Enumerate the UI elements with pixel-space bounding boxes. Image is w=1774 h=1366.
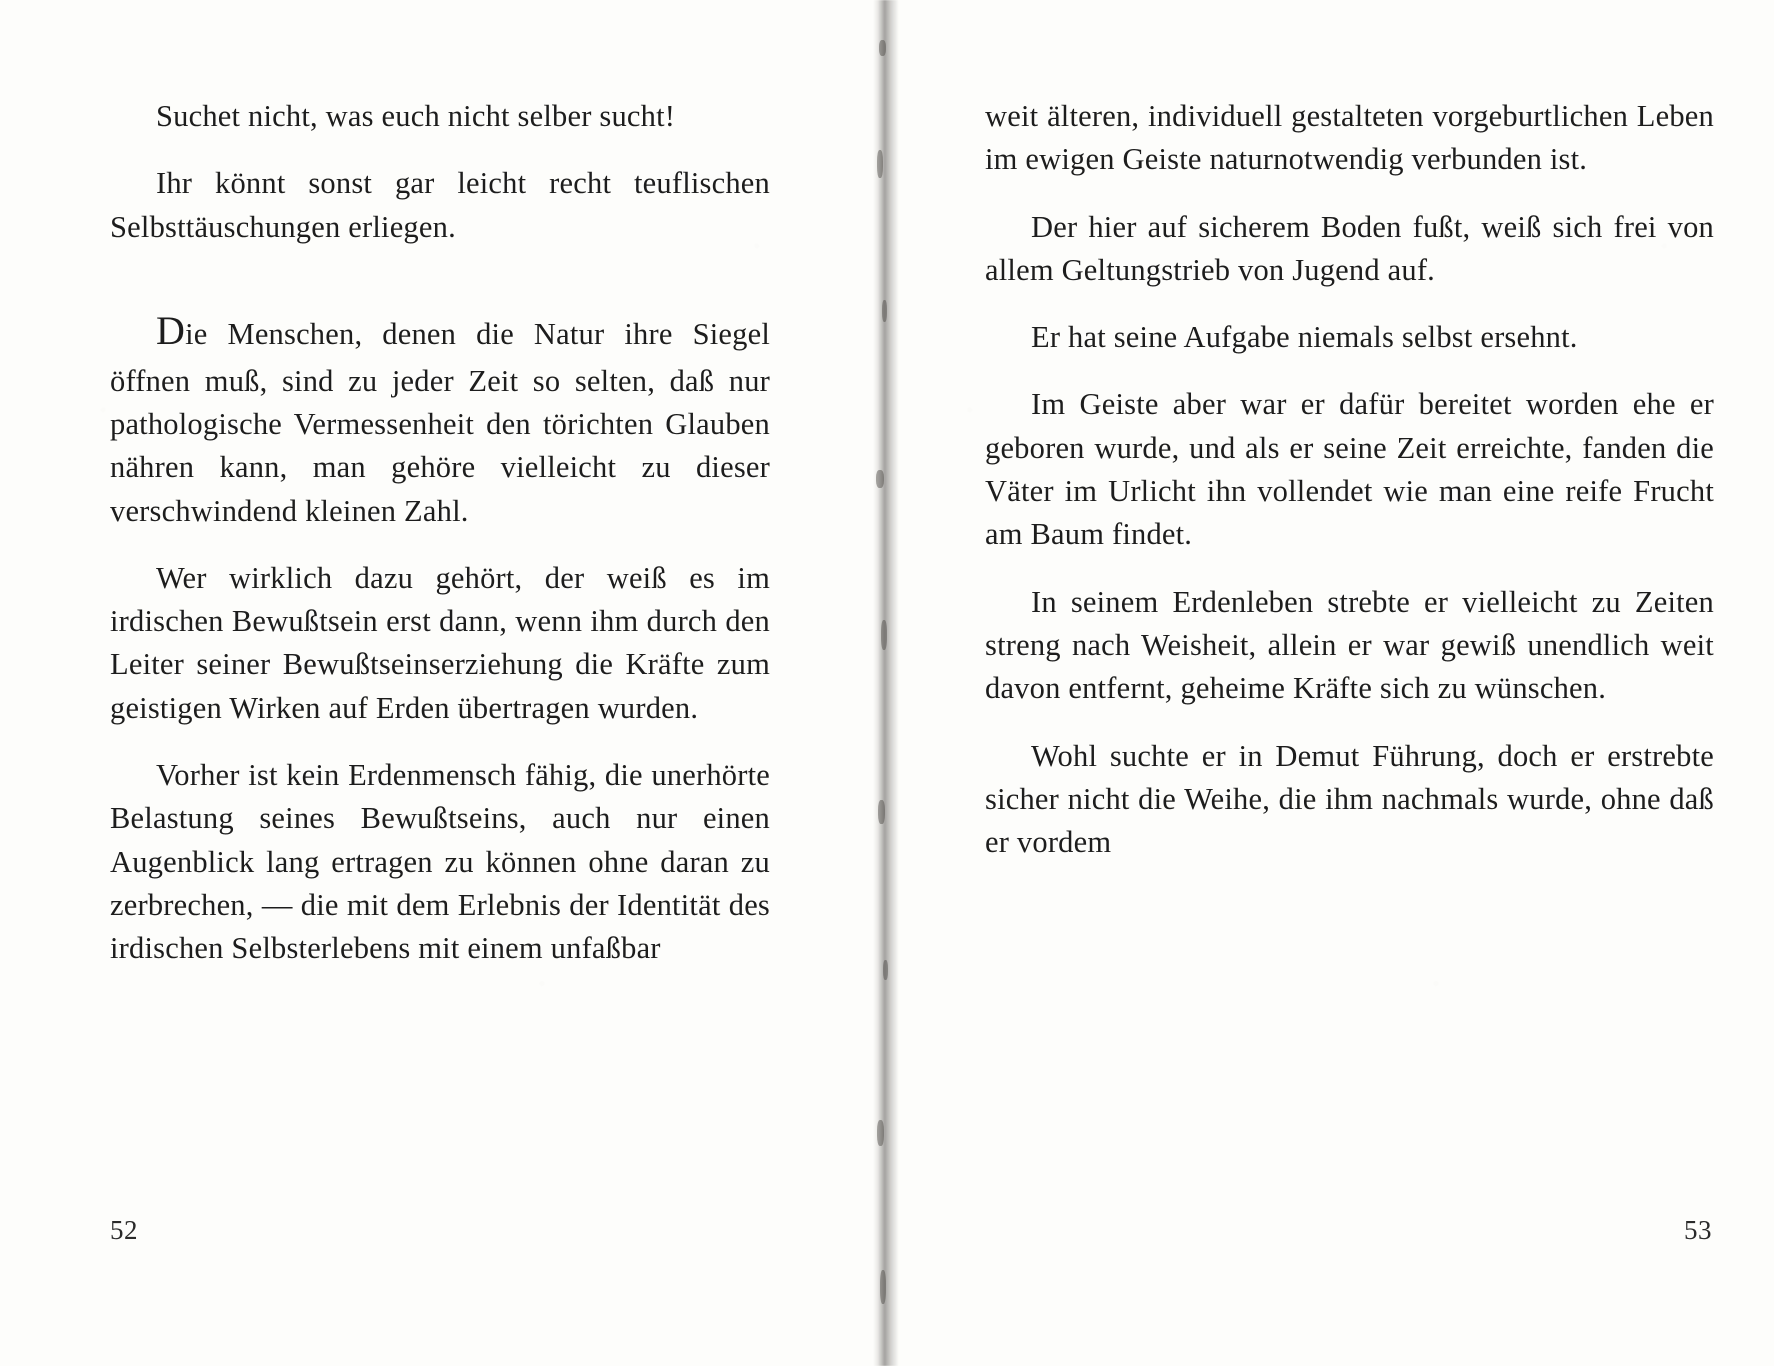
page-right (860, 0, 1774, 1366)
paragraph: Vorher ist kein Erdenmensch fähig, die unerhörte Belastung seines Bewußtseins, auch nur einen Augenblick lang ertragen zu können ohne daran zu zerbrechen, — die mit dem Erlebnis der Identität des irdischen Selbsterlebens mit einem unfaßbar (110, 758, 770, 966)
paragraph: Der hier auf sicherem Boden fußt, weiß sich frei von allem Geltungstrieb von Jugend auf. (985, 209, 1714, 287)
paragraph: Die Menschen, denen die Natur ihre Siegel öffnen muß, sind zu jeder Zeit so selten, daß nur pathologische Vermessenheit den törichten Glauben nähren kann, man gehöre vielleicht zu dieser verschwindend kleinen Zahl. (110, 307, 770, 528)
paragraph: Ihr könnt sonst gar leicht recht teuflischen Selbsttäuschungen erliegen. (110, 166, 770, 244)
paragraph: Suchet nicht, was euch nicht selber sucht! (156, 99, 676, 133)
page-number-left: 52 (110, 1215, 138, 1245)
paragraph: Im Geiste aber war er dafür bereitet worden ehe er geboren wurde, und als er seine Zeit erreichte, fanden die Väter im Urlicht ihn vollendet wie man eine reife Frucht am Baum findet. (985, 387, 1714, 552)
paragraph: Wer wirklich dazu gehört, der weiß es im irdischen Bewußtsein erst dann, wenn ihm durch den Leiter seiner Bewußtseinserziehung die Kräfte zum geistigen Wirken auf Erden übertragen wurden. (110, 560, 770, 725)
page-number-right: 53 (1684, 1215, 1712, 1245)
paragraph: Er hat seine Aufgabe niemals selbst ersehnt. (1031, 320, 1578, 355)
paragraph-gap (110, 273, 770, 303)
paragraph: Wohl suchte er in Demut Führung, doch er erstrebte sicher nicht die Weihe, die ihm nachmals wurde, ohne daß er vordem (985, 738, 1714, 860)
paragraph: In seinem Erdenleben strebte er vielleicht zu Zeiten streng nach Weisheit, allein er war gewiß unendlich weit davon entfernt, geheime Kräfte sich zu wünschen. (985, 584, 1714, 706)
page-left (0, 0, 860, 1366)
paragraph: weit älteren, individuell gestalteten vorgeburtlichen Leben im ewigen Geiste naturnotwendig verbunden ist. (985, 99, 1714, 177)
